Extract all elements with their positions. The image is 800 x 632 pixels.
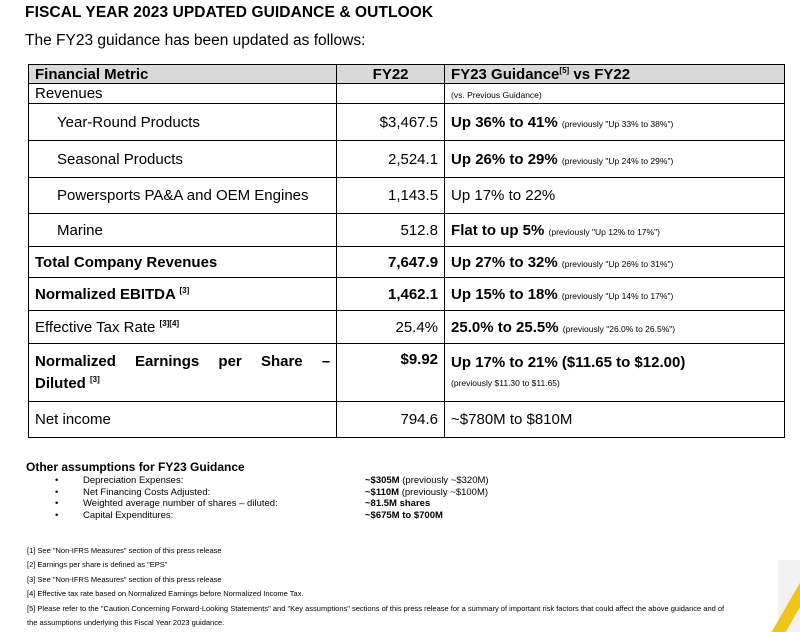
guidance-table (28, 64, 785, 438)
header-fy22: FY22 (337, 65, 445, 84)
table-row (29, 311, 785, 344)
footnote: [1] See "Non-IFRS Measures" section of this press release (27, 546, 222, 555)
fy22-cell: 1,462.1 (337, 278, 445, 311)
fy22-cell: 2,524.1 (337, 141, 445, 178)
metric-label-line1: Normalized Earnings per Share – (35, 352, 331, 370)
guidance-note: (previously "Up 26% to 31%") (561, 258, 674, 269)
guidance-main: Flat to up 5% (451, 221, 545, 239)
guidance-note: (previously "26.0% to 26.5%") (562, 323, 676, 334)
bullet: • (55, 486, 59, 498)
metric-cell: Net income (29, 402, 337, 438)
fy22-cell: $9.92 (337, 344, 445, 402)
guidance-cell (445, 214, 785, 247)
metric-cell: Seasonal Products (29, 141, 337, 178)
list-item (55, 510, 489, 522)
footnote: [5] Please refer to the "Caution Concerning Forward-Looking Statements" and "Key assumptions" sections of this press release for a summary of important risk factors that could affect the above guidance and of (27, 603, 725, 613)
bullet: • (55, 475, 59, 486)
assumption-value-main: ~$110M (365, 486, 400, 498)
metric-cell (29, 278, 337, 311)
table-row (29, 104, 785, 141)
fy22-cell: 25.4% (337, 311, 445, 344)
assumption-label: Capital Expenditures: (83, 509, 174, 521)
footnote: the assumptions underlying this Fiscal Year 2023 guidance. (27, 618, 225, 628)
list-item (55, 475, 489, 487)
table-row (29, 214, 785, 247)
other-assumptions-title: Other assumptions for FY23 Guidance (26, 460, 245, 474)
list-item (55, 498, 489, 510)
header-fy23-sup: [5] (559, 65, 570, 75)
metric-cell: Total Company Revenues (29, 247, 337, 278)
footnote-ref: [3] (179, 285, 190, 295)
metric-cell (29, 344, 337, 402)
header-fy23-main: FY23 Guidance (451, 65, 560, 83)
footnote: [4] Effective tax rate based on Normalized Earnings before Normalized Income Tax. (27, 589, 304, 599)
guidance-main: 25.0% to 25.5% (451, 318, 559, 336)
metric-label: Diluted (35, 374, 86, 392)
assumption-value (365, 498, 430, 510)
metric-label-line2 (35, 371, 330, 393)
assumption-value-main: ~$675M to $700M (365, 509, 443, 521)
guidance-note: (previously $11.30 to $11.65) (451, 377, 560, 388)
metric-cell: Year-Round Products (29, 104, 337, 141)
fy22-cell: $3,467.5 (337, 104, 445, 141)
assumption-value (365, 487, 488, 499)
metric-cell (29, 311, 337, 344)
header-fy23 (445, 65, 785, 84)
metric-cell: Marine (29, 214, 337, 247)
fy22-cell (337, 84, 445, 104)
table-row (29, 402, 785, 438)
table-row (29, 178, 785, 214)
guidance-cell (445, 344, 785, 402)
table-row (29, 84, 785, 104)
guidance-cell: ~$780M to $810M (445, 402, 785, 438)
footnote-ref: [3][4] (159, 318, 180, 328)
assumption-value-rest: (previously ~$100M) (399, 486, 489, 498)
guidance-main: Up 26% to 29% (451, 150, 558, 168)
header-metric: Financial Metric (29, 65, 337, 84)
metric-label: Normalized EBITDA (35, 285, 176, 303)
page-subtitle: The FY23 guidance has been updated as follows: (25, 32, 366, 49)
bullet: • (55, 498, 59, 509)
guidance-cell (445, 247, 785, 278)
metric-label: Effective Tax Rate (35, 318, 156, 336)
fy22-cell: 512.8 (337, 214, 445, 247)
table-row (29, 344, 785, 402)
footnote: [3] See "Non-IFRS Measures" section of this press release (27, 574, 222, 584)
guidance-note: (previously "Up 12% to 17%") (548, 226, 660, 237)
guidance-main: Up 27% to 32% (451, 253, 558, 271)
guidance-main: Up 36% to 41% (451, 113, 558, 131)
assumption-value-rest: (previously ~$320M) (399, 475, 489, 486)
guidance-cell: Up 17% to 22% (445, 178, 785, 214)
page-title: FISCAL YEAR 2023 UPDATED GUIDANCE & OUTLOOK (25, 4, 434, 21)
fy22-cell: 1,143.5 (337, 178, 445, 214)
guidance-main: Up 15% to 18% (451, 285, 558, 303)
table-row (29, 141, 785, 178)
fy22-cell: 7,647.9 (337, 247, 445, 278)
footnote-ref: [3] (90, 374, 100, 384)
assumption-value (365, 510, 443, 522)
page-edge-decoration (778, 560, 800, 632)
table-header-row (29, 65, 785, 84)
table-row (29, 278, 785, 311)
guidance-note: (previously "Up 33% to 38%") (561, 118, 674, 129)
guidance-note: (previously "Up 24% to 29%") (561, 155, 674, 166)
metric-cell: Revenues (29, 84, 337, 104)
header-fy23-tail: vs FY22 (569, 65, 631, 83)
guidance-cell (445, 278, 785, 311)
assumption-value-main: ~$305M (365, 475, 400, 486)
guidance-main: Up 17% to 21% ($11.65 to $12.00) (451, 353, 686, 371)
fy22-cell: 794.6 (337, 402, 445, 438)
assumption-value-main: ~81.5M shares (365, 498, 431, 509)
guidance-note: (previously "Up 14% to 17%") (561, 290, 674, 301)
guidance-note: (vs. Previous Guidance) (451, 90, 542, 100)
guidance-cell (445, 311, 785, 344)
assumptions-list (55, 475, 489, 521)
guidance-cell (445, 141, 785, 178)
assumption-label: Depreciation Expenses: (83, 475, 184, 486)
metric-cell: Powersports PA&A and OEM Engines (29, 178, 337, 214)
table-row (29, 247, 785, 278)
list-item (55, 487, 489, 499)
assumption-label: Weighted average number of shares – diluted: (83, 498, 278, 509)
assumption-label: Net Financing Costs Adjusted: (83, 486, 211, 498)
assumption-value (365, 475, 489, 487)
guidance-cell (445, 84, 785, 104)
footnotes (27, 544, 787, 630)
bullet: • (55, 509, 59, 521)
footnote: [2] Earnings per share is defined as "EPS" (27, 560, 168, 570)
guidance-cell (445, 104, 785, 141)
